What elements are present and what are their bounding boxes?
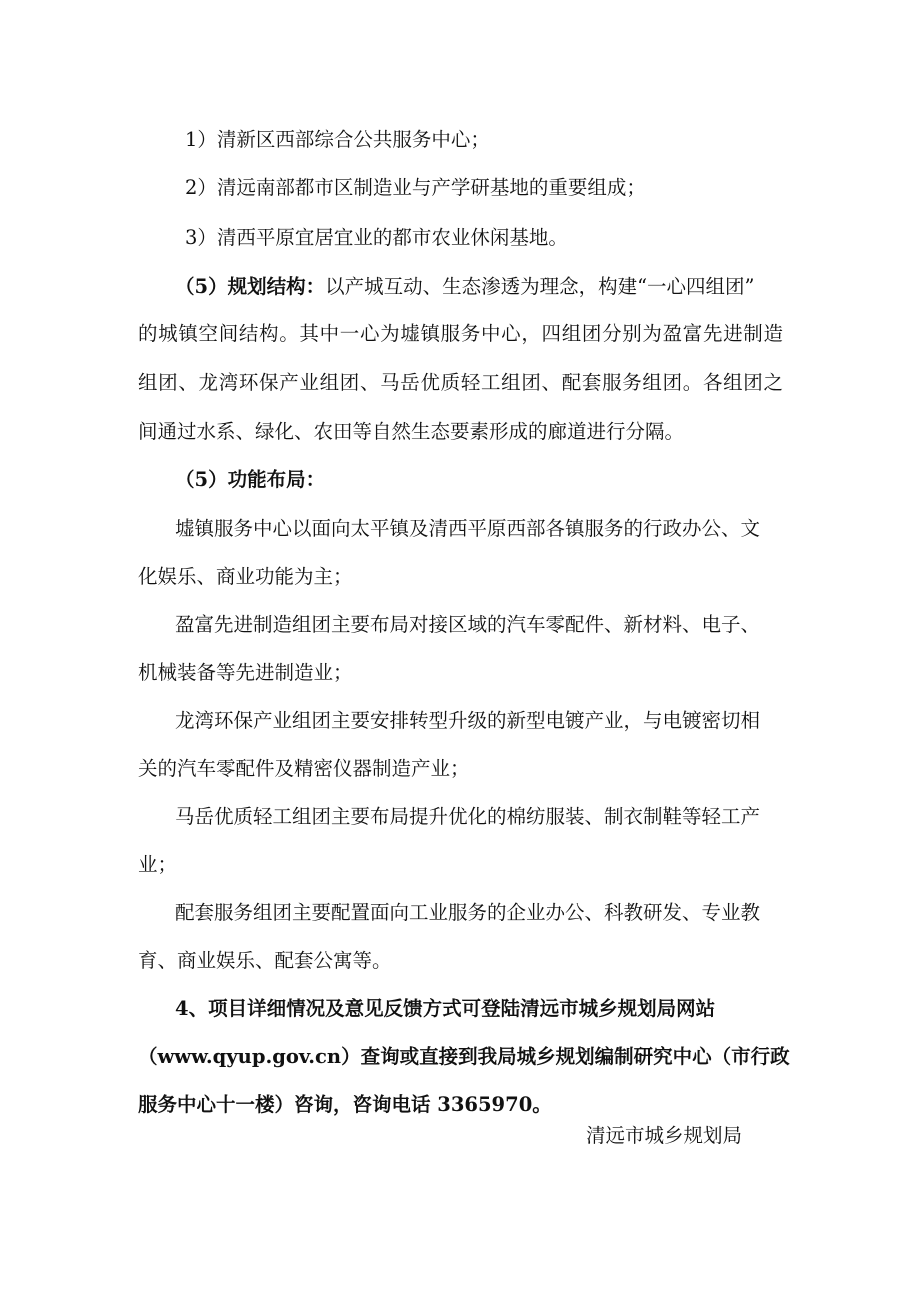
- paragraph-2-line-2: 机械装备等先进制造业；: [138, 661, 353, 684]
- paragraph-3-line-2: 关的汽车零配件及精密仪器制造产业；: [138, 757, 470, 780]
- paragraph-2-line-1: 盈富先进制造组团主要布局对接区域的汽车零配件、新材料、电子、: [175, 613, 761, 636]
- list-item-3: 3）清西平原宜居宜业的都市农业休闲基地。: [185, 226, 568, 249]
- structure-first-line: [175, 274, 755, 300]
- list-item-1: 1）清新区西部综合公共服务中心；: [185, 128, 490, 151]
- structure-text: 以产城互动、生态渗透为理念，构建“一心四组团”: [325, 275, 755, 298]
- signature: 清远市城乡规划局: [586, 1124, 743, 1147]
- paragraph-5-line-1: 配套服务组团主要配置面向工业服务的企业办公、科教研发、专业教: [175, 901, 761, 924]
- paragraph-4-line-1: 马岳优质轻工组团主要布局提升优化的棉纺服装、制衣制鞋等轻工产: [175, 805, 761, 828]
- paragraph-3-line-1: 龙湾环保产业组团主要安排转型升级的新型电镀产业，与电镀密切相: [175, 709, 761, 732]
- paragraph-1-line-2: 化娱乐、商业功能为主；: [138, 565, 353, 588]
- list-item-2: 2）清远南部都市区制造业与产学研基地的重要组成；: [185, 176, 646, 199]
- structure-line-4: 间通过水系、绿化、农田等自然生态要素形成的廊道进行分隔。: [138, 420, 685, 443]
- paragraph-5-line-2: 育、商业娱乐、配套公寓等。: [138, 949, 392, 972]
- notice-line-2: （www.qyup.gov.cn）查询或直接到我局城乡规划编制研究中心（市行政: [138, 1045, 790, 1068]
- structure-heading: （5）规划结构：: [175, 275, 326, 298]
- paragraph-4-line-2: 业；: [138, 853, 178, 876]
- notice-line-1: 4、项目详细情况及意见反馈方式可登陆清远市城乡规划局网站: [175, 997, 716, 1020]
- paragraph-1-line-1: 墟镇服务中心以面向太平镇及清西平原西部各镇服务的行政办公、文: [175, 517, 761, 540]
- layout-heading: （5）功能布局：: [175, 468, 326, 491]
- notice-line-3: 服务中心十一楼）咨询，咨询电话 3365970。: [138, 1093, 552, 1116]
- structure-line-3: 组团、龙湾环保产业组团、马岳优质轻工组团、配套服务组团。各组团之: [138, 371, 783, 394]
- structure-line-2: 的城镇空间结构。其中一心为墟镇服务中心，四组团分别为盈富先进制造: [138, 322, 783, 345]
